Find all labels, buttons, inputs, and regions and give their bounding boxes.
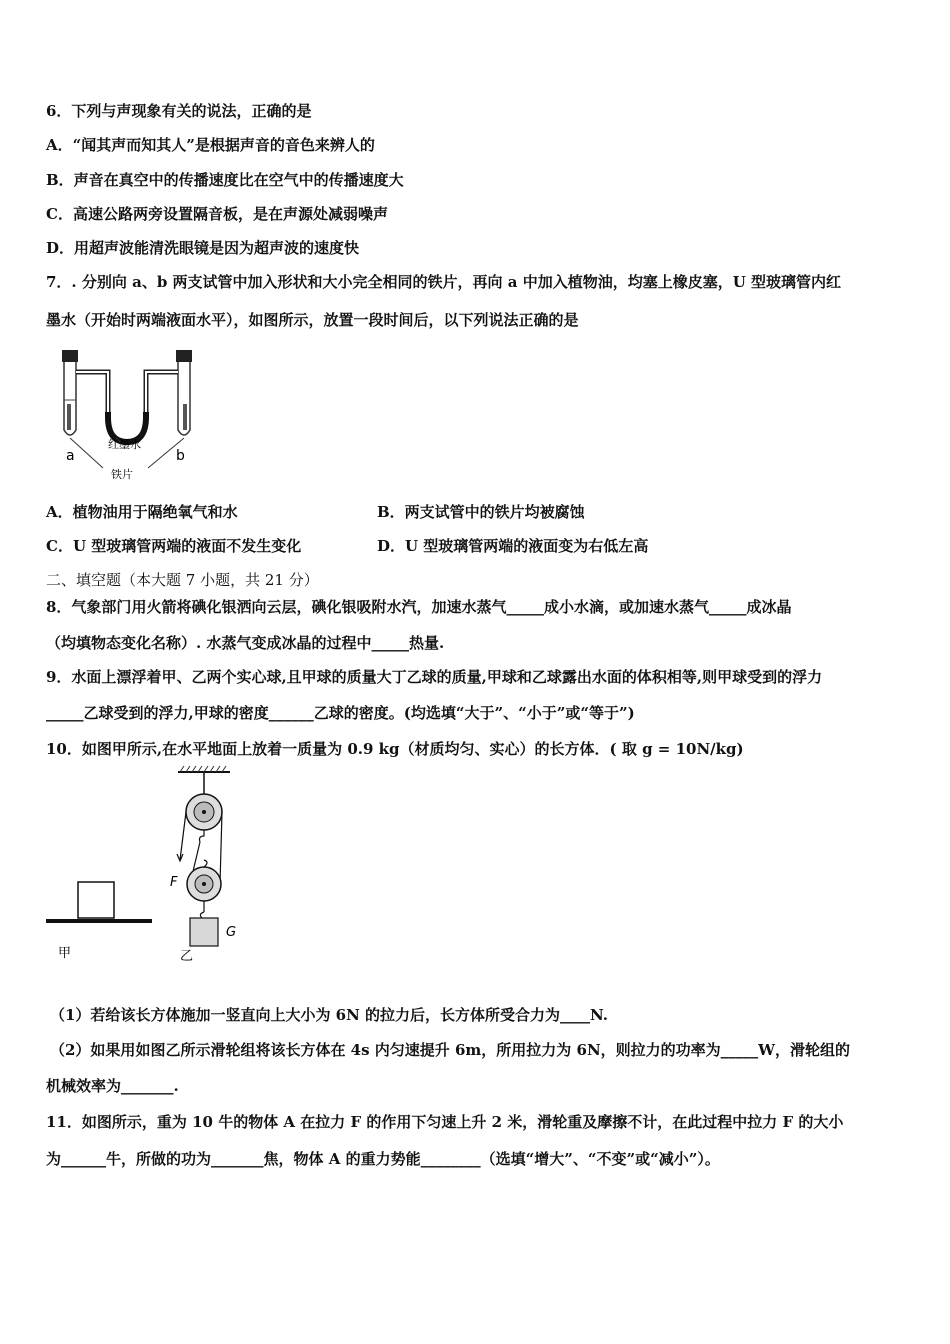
weight-hook: [200, 912, 204, 918]
q6-option-d: D．用超声波能清洗眼镜是因为超声波的速度快: [46, 239, 360, 257]
q7-option-c: C．U 型玻璃管两端的液面不发生变化: [46, 537, 302, 555]
rope-free-end: [180, 812, 186, 860]
q7-option-d: D．U 型玻璃管两端的液面变为右低左高: [377, 537, 649, 555]
q9-line1: 9．水面上漂浮着甲、乙两个实心球,且甲球的质量大丁乙球的质量,甲球和乙球露出水面的体积相等,则甲球受到的浮力: [46, 668, 823, 686]
right-stopper: [176, 350, 192, 362]
iron-strip-a: [67, 404, 71, 430]
label-yi: 乙: [180, 949, 194, 964]
q6-option-a: A．“闻其声而知其人”是根据声音的音色来辨人的: [46, 136, 375, 154]
q8-line2: （均填物态变化名称）. 水蒸气变成冰晶的过程中_____热量.: [46, 634, 445, 652]
q10-part1: （1）若给该长方体施加一竖直向上大小为 6N 的拉力后，长方体所受合力为____N.: [50, 1006, 609, 1024]
u-tube: [76, 372, 178, 442]
q7-option-b: B．两支试管中的铁片均被腐蚀: [377, 503, 585, 521]
q10-part2-line2: 机械效率为_______.: [46, 1077, 179, 1095]
rope-right: [220, 812, 222, 884]
q10-figure: [44, 764, 254, 970]
fixed-pulley-axle: [202, 810, 206, 814]
section-title: 二、填空题（本大题 7 小题，共 21 分）: [46, 571, 319, 589]
iron-pointer-a: [70, 438, 103, 468]
q6-stem: 6．下列与声现象有关的说法，正确的是: [46, 102, 312, 120]
q6-option-b: B．声音在真空中的传播速度比在空气中的传播速度大: [46, 171, 404, 189]
q11-line1: 11．如图所示，重为 10 牛的物体 A 在拉力 F 的作用下匀速上升 2 米，滑轮重及摩擦不计，在此过程中拉力 F 的大小: [46, 1113, 844, 1131]
left-stopper: [62, 350, 78, 362]
q7-stem-line2: 墨水（开始时两端液面水平），如图所示，放置一段时间后，以下列说法正确的是: [46, 311, 579, 329]
iron-strip-b: [183, 404, 187, 430]
cuboid-block: [78, 882, 114, 918]
label-jia: 甲: [58, 946, 72, 961]
movable-pulley-axle: [202, 882, 206, 886]
q7-option-a: A．植物油用于隔绝氧气和水: [46, 503, 238, 521]
q8-line1: 8．气象部门用火箭将碘化银洒向云层，碘化银吸附水汽，加速水蒸气_____成小水滴，或加速水蒸气_____成冰晶: [46, 598, 792, 616]
q10-part2-line1: （2）如果用如图乙所示滑轮组将该长方体在 4s 内匀速提升 6m，所用拉力为 6N，则拉力的功率为_____W，滑轮组的: [50, 1041, 851, 1059]
iron-label: 铁片: [111, 468, 133, 481]
q7-stem-line1: 7．. 分别向 a、b 两支试管中加入形状和大小完全相同的铁片，再向 a 中加入植物油，均塞上橡皮塞，U 型玻璃管内红: [46, 273, 842, 291]
q10-stem: 10．如图甲所示,在水平地面上放着一质量为 0.9 kg（材质均匀、实心）的长方体．( 取 g = 10N/kg): [46, 740, 744, 758]
q9-line2: _____乙球受到的浮力,甲球的密度______乙球的密度。(均选填“大于”、“小于”或“等于”): [46, 704, 635, 722]
u-tube-inner: [76, 372, 178, 442]
label-G: G: [226, 925, 237, 940]
q11-line2: 为______牛，所做的功为_______焦，物体 A 的重力势能________（选填“增大”、“不变”或“减小”）。: [46, 1150, 720, 1168]
label-F: F: [170, 875, 178, 890]
q7-u-tube-figure: [48, 342, 208, 484]
tube-b-label: b: [176, 448, 185, 464]
weight-block: [190, 918, 218, 946]
ink-label: 红墨水: [108, 438, 141, 451]
movable-top-hook: [204, 860, 207, 867]
fixed-hook: [200, 830, 205, 842]
tube-a-label: a: [66, 448, 75, 464]
q6-option-c: C．高速公路两旁设置隔音板，是在声源处减弱噪声: [46, 205, 388, 223]
